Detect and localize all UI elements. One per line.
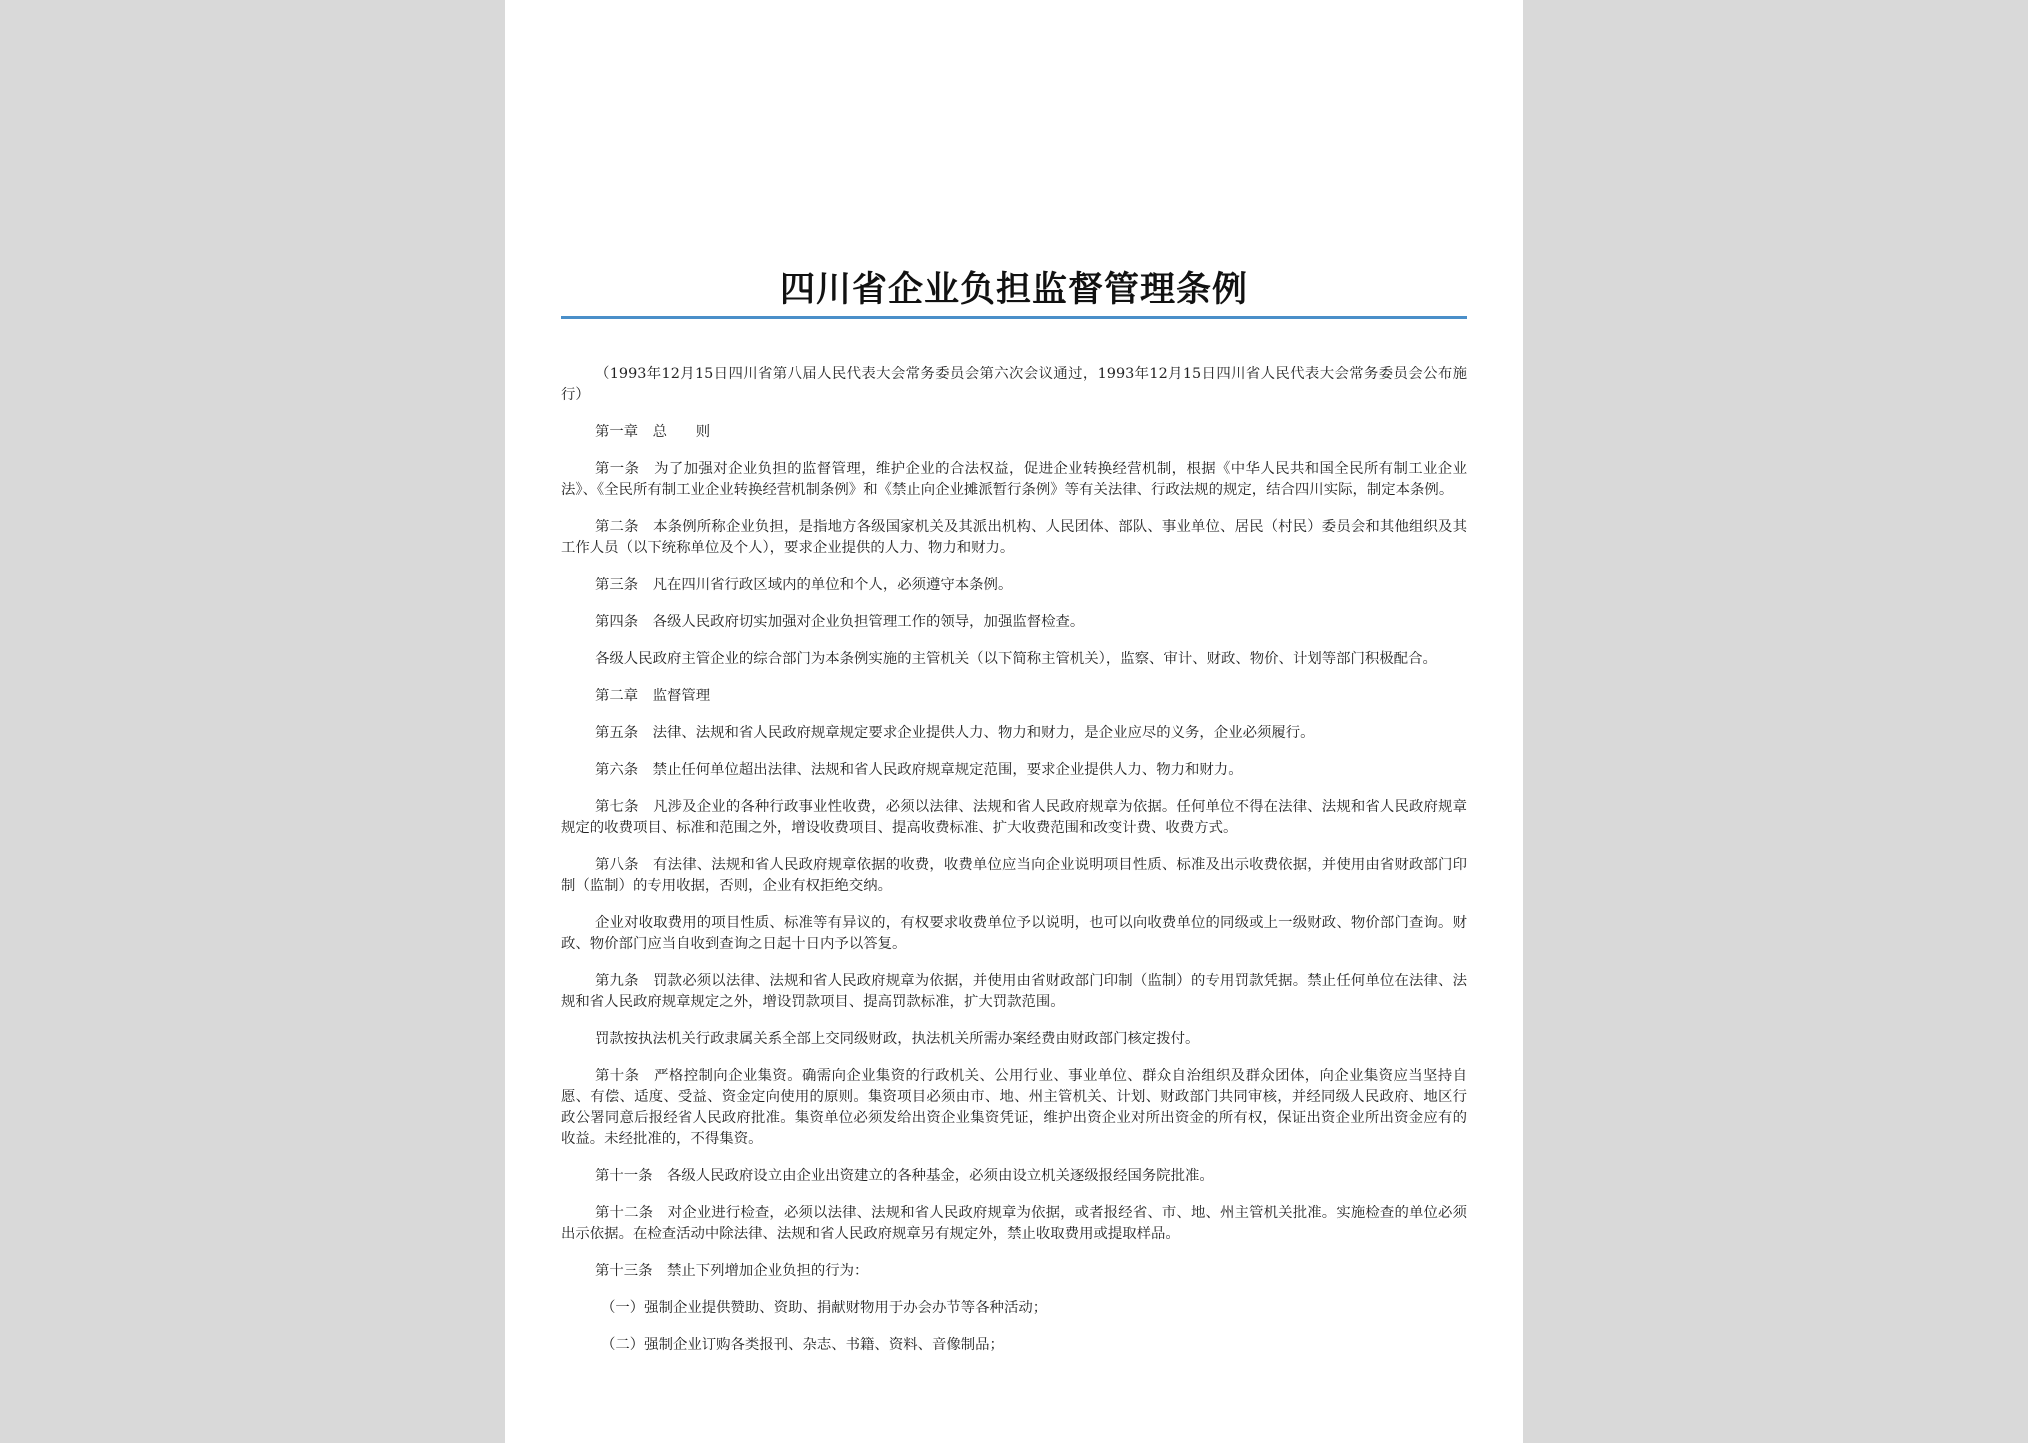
article-paragraph: 第一条 为了加强对企业负担的监督管理，维护企业的合法权益，促进企业转换经营机制，根据《中华人民共和国全民所有制工业企业法》、《全民所有制工业企业转换经营机制条例》和《禁止向企业摊派暂行条例》等有关法律、行政法规的规定，结合四川实际，制定本条例。 [561, 461, 1467, 498]
article-paragraph: 第十二条 对企业进行检查，必须以法律、法规和省人民政府规章为依据，或者报经省、市、地、州主管机关批准。实施检查的单位必须出示依据。在检查活动中除法律、法规和省人民政府规章另有规定外，禁止收取费用或提取样品。 [561, 1205, 1467, 1242]
article-paragraph: 企业对收取费用的项目性质、标准等有异议的，有权要求收费单位予以说明，也可以向收费单位的同级或上一级财政、物价部门查询。财政、物价部门应当自收到查询之日起十日内予以答复。 [561, 915, 1467, 952]
article-paragraph: 第八条 有法律、法规和省人民政府规章依据的收费，收费单位应当向企业说明项目性质、标准及出示收费依据，并使用由省财政部门印制（监制）的专用收据，否则，企业有权拒绝交纳。 [561, 857, 1467, 894]
article-paragraph: 第七条 凡涉及企业的各种行政事业性收费，必须以法律、法规和省人民政府规章为依据。任何单位不得在法律、法规和省人民政府规章规定的收费项目、标准和范围之外，增设收费项目、提高收费标准、扩大收费范围和改变计费、收费方式。 [561, 799, 1467, 836]
article-paragraph: 罚款按执法机关行政隶属关系全部上交同级财政，执法机关所需办案经费由财政部门核定拨付。 [595, 1031, 1200, 1047]
list-item: （一）强制企业提供赞助、资助、捐献财物用于办会办节等各种活动； [601, 1300, 1048, 1316]
article-paragraph: 第二条 本条例所称企业负担，是指地方各级国家机关及其派出机构、人民团体、部队、事业单位、居民（村民）委员会和其他组织及其工作人员（以下统称单位及个人），要求企业提供的人力、物力和财力。 [561, 519, 1467, 556]
chapter-heading: 第二章 监督管理 [595, 688, 711, 704]
article-paragraph: 第十三条 禁止下列增加企业负担的行为： [595, 1263, 869, 1279]
article-paragraph: 第十条 严格控制向企业集资。确需向企业集资的行政机关、公用行业、事业单位、群众自治组织及群众团体，向企业集资应当坚持自愿、有偿、适度、受益、资金定向使用的原则。集资项目必须由市、地、州主管机关、计划、财政部门共同审核，并经同级人民政府、地区行政公署同意后报经省人民政府批准。集资单位必须发给出资企业集资凭证，维护出资企业对所出资金的所有权，保证出资企业所出资金应有的收益。未经批准的，不得集资。 [561, 1068, 1467, 1147]
chapter-heading: 第一章 总 则 [595, 424, 711, 440]
document-body [561, 364, 1467, 1372]
article-paragraph: 第六条 禁止任何单位超出法律、法规和省人民政府规章规定范围，要求企业提供人力、物力和财力。 [595, 762, 1243, 778]
title-divider [561, 316, 1467, 319]
article-paragraph: 各级人民政府主管企业的综合部门为本条例实施的主管机关（以下简称主管机关），监察、审计、财政、物价、计划等部门积极配合。 [595, 651, 1437, 667]
list-item: （二）强制企业订购各类报刊、杂志、书籍、资料、音像制品； [601, 1337, 1004, 1353]
article-paragraph: 第五条 法律、法规和省人民政府规章规定要求企业提供人力、物力和财力，是企业应尽的义务，企业必须履行。 [595, 725, 1315, 741]
document-page [505, 0, 1523, 1443]
article-paragraph: 第十一条 各级人民政府设立由企业出资建立的各种基金，必须由设立机关逐级报经国务院批准。 [595, 1168, 1214, 1184]
document-title: 四川省企业负担监督管理条例 [779, 270, 1248, 310]
preamble: （1993年12月15日四川省第八届人民代表大会常务委员会第六次会议通过，1993年12月15日四川省人民代表大会常务委员会公布施行） [561, 366, 1467, 403]
article-paragraph: 第九条 罚款必须以法律、法规和省人民政府规章为依据，并使用由省财政部门印制（监制）的专用罚款凭据。禁止任何单位在法律、法规和省人民政府规章规定之外，增设罚款项目、提高罚款标准，扩大罚款范围。 [561, 973, 1467, 1010]
article-paragraph: 第四条 各级人民政府切实加强对企业负担管理工作的领导，加强监督检查。 [595, 614, 1085, 630]
article-paragraph: 第三条 凡在四川省行政区域内的单位和个人，必须遵守本条例。 [595, 577, 1013, 593]
